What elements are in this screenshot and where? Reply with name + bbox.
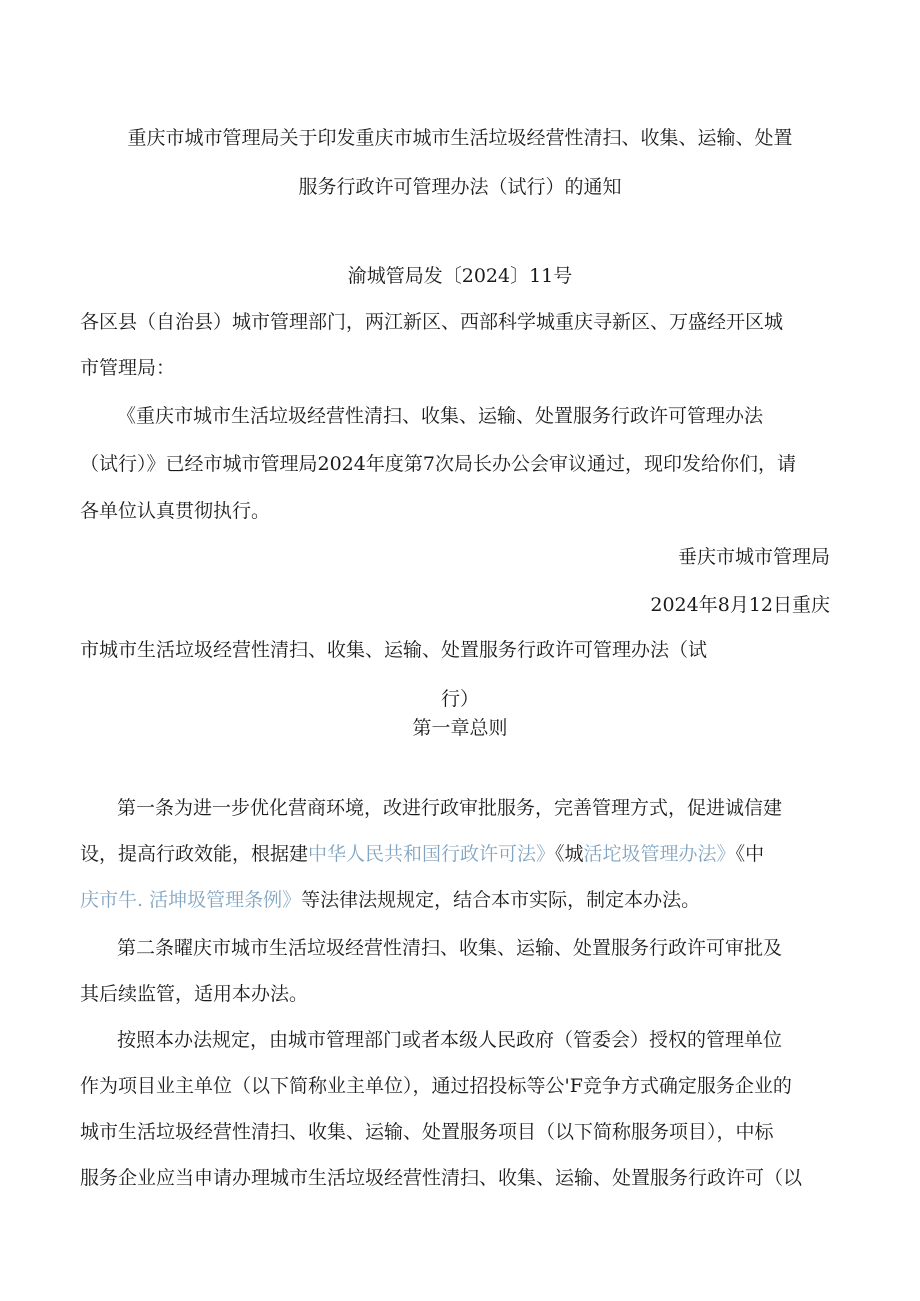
law-link-chongqing-regulations[interactable]: 庆市牛. 活坤圾管理条例》 <box>80 889 302 911</box>
article1-text: 《城 <box>555 843 584 865</box>
measures-title-line-2: 行） <box>440 688 479 710</box>
title-line-1: 重庆市城市管理局关于印发重庆市城市生活垃圾经营性清扫、收集、运输、处置 <box>127 127 793 149</box>
law-link-garbage-management-measures[interactable]: 活坨圾管理办法》 <box>583 843 736 865</box>
intro-line-2: （试行）》已经市城市管理局2024年度第7次局长办公会审议通过，现印发给你们，请 <box>80 453 796 475</box>
article2-line-1: 第二条曜庆市城市生活垃圾经营性清扫、收集、运输、处置服务行政许可审批及 <box>117 937 783 959</box>
addressee-line-2: 市管理局： <box>80 357 176 379</box>
article1-text: 等法律法规规定，结合本市实际，制定本办法。 <box>301 889 701 911</box>
measures-title-line-1: 市城市生活垃圾经营性清扫、收集、运输、处置服务行政许可管理办法（试 <box>80 639 708 661</box>
addressee-line-1: 各区县（自治县）城市管理部门，两江新区、西部科学城重庆寻新区、万盛经开区城 <box>80 311 784 333</box>
para3-line-1: 按照本办法规定，由城市管理部门或者本级人民政府（管委会）授权的管理单位 <box>117 1029 783 1051</box>
law-link-administrative-licensing[interactable]: 中华人民共和国行政许可法》 <box>308 843 556 865</box>
para3-line-3: 城市生活垃圾经营性清扫、收集、运输、处置服务项目（以下简称服务项目），中标 <box>80 1121 774 1143</box>
signature-org: 垂庆市城市管理局 <box>677 546 830 568</box>
article1-line-2 <box>80 842 764 866</box>
para3-line-2: 作为项目业主单位（以下简称业主单位），通过招投标等公'F竞争方式确定服务企业的 <box>80 1075 792 1097</box>
intro-line-1: 《重庆市城市生活垃圾经营性清扫、收集、运输、处置服务行政许可管理办法 <box>117 405 764 427</box>
article1-text: 设，提高行政效能，根据建 <box>80 843 309 865</box>
article1-line-3 <box>80 888 700 912</box>
chapter-heading: 第一章总则 <box>412 717 508 739</box>
para3-line-4: 服务企业应当申请办理城市生活垃圾经营性清扫、收集、运输、处置服务行政许可（以 <box>80 1167 803 1189</box>
intro-line-3: 各单位认真贯彻执行。 <box>80 500 271 522</box>
title-line-2: 服务行政许可管理办法（试行）的通知 <box>298 176 622 198</box>
article2-line-2: 其后续监管，适用本办法。 <box>80 983 309 1005</box>
signature-date: 2024年8月12日重庆 <box>650 594 830 616</box>
document-number: 渝城管局发〔2024〕11号 <box>347 265 573 287</box>
article1-text: 《中 <box>735 843 765 865</box>
article1-line-1: 第一条为进一步优化营商环境，改进行政审批服务，完善管理方式，促进诚信建 <box>117 797 783 819</box>
